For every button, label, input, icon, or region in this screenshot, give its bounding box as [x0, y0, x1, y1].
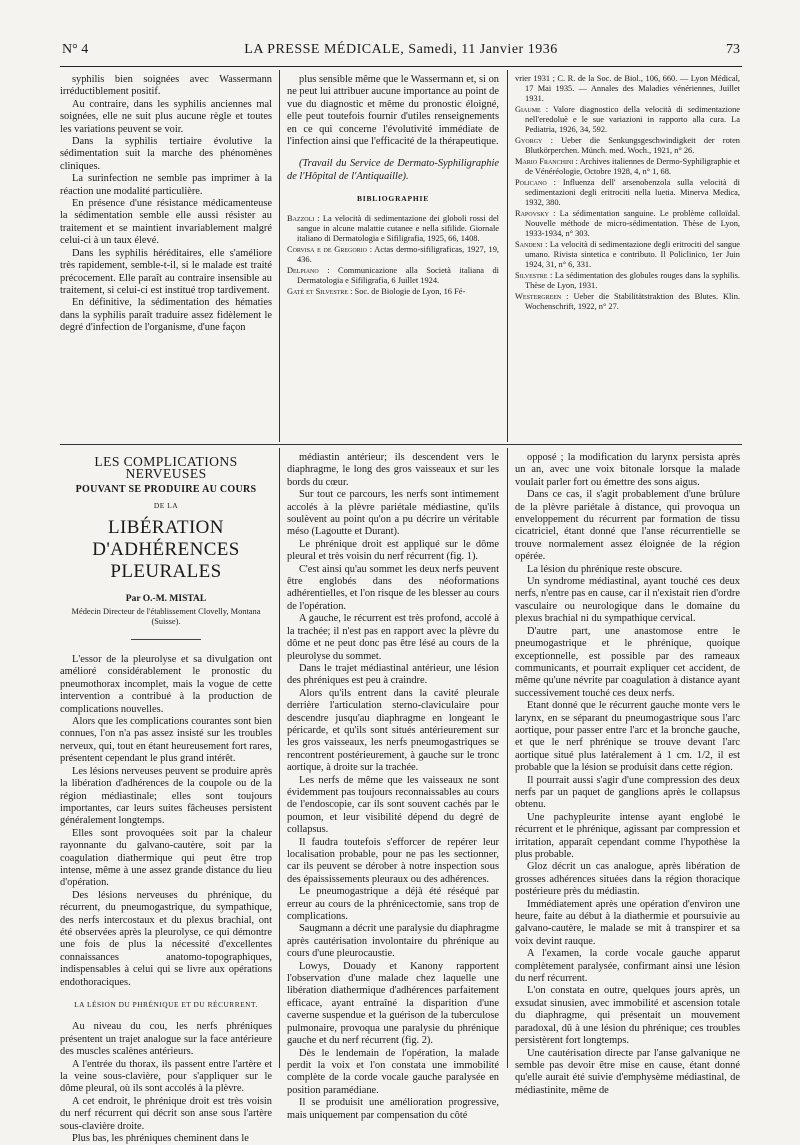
article-title-main: LIBÉRATION D'ADHÉRENCES PLEURALES — [92, 516, 240, 582]
bibliography-author: Delpiano — [287, 265, 319, 275]
journal-title: LA PRESSE MÉDICALE, Samedi, 11 Janvier 1936 — [244, 42, 558, 57]
paragraph: Saugmann a décrit une paralysie du diaphragme après cautérisation involontaire du phrénique au cours d'une pleurocaustie. — [287, 923, 499, 960]
bibliography-text: : Soc. de Biologie de Lyon, 16 Fé- — [348, 286, 466, 296]
bibliography-text: : Influenza dell' arsenobenzola sulla velocità di sedimentazioni degli eritrociti nella luetia. Minerva Medica, 1932, 380. — [525, 178, 740, 207]
paragraph: Des lésions nerveuses du phrénique, du récurrent, du pneumogastrique, du sympathique, des nerfs intercostaux et du plexus brachial, ont été observées après la pleurolyse, ce qui démontre une fois de plus la nécessité d'excellentes connaissances anatomo-topographiques, indispensables à celui qui se livre aux opérations endothoraciques. — [60, 889, 272, 988]
article-column-3 — [515, 452, 740, 1097]
paragraph: A l'examen, la corde vocale gauche apparut complètement paralysée, confirmant ainsi une lésion du nerf récurrent. — [515, 948, 740, 985]
bibliography-author: Gyorgy — [515, 136, 543, 145]
bibliography-text: : La velocità di sedimentazione degli eritrociti del sangue umano. Rivista sintetica e contributo. Il Policlinico, 1er Juin 1924, 31, n° 6, 331. — [525, 240, 740, 269]
bibliography-list — [287, 214, 499, 297]
bibliography-entry — [515, 105, 740, 135]
bibliography-entry — [287, 266, 499, 286]
bibliography-entry — [287, 245, 499, 265]
article-title-line: POUVANT SE PRODUIRE AU COURS — [75, 483, 257, 495]
paragraph: Il faudra toutefois s'efforcer de repérer leur localisation probable, pour ne pas les sectionner, car ils peuvent se dérober à notre inspection sous des épaississements pleuraux ou des adhérences. — [287, 836, 499, 885]
bibliography-text: : Archives italiennes de Dermo-Syphiligraphie et de Vénéréologie, Octobre 1928, 4, n° 1, 68. — [525, 157, 741, 176]
bibliography-entry — [515, 271, 740, 291]
paragraph: Le pneumogastrique a déjà été réséqué par erreur au cours de la phrénicectomie, sans trop de complications. — [287, 886, 499, 923]
paragraph: En définitive, la sédimentation des hématies dans la syphilis paraît traduire assez fidèlement le degré d'infection de l'organisme, d'une façon — [60, 297, 272, 334]
paragraph: Dans le trajet médiastinal antérieur, une lésion des phréniques est peu à craindre. — [287, 662, 499, 687]
paragraph: Etant donné que le récurrent gauche monte vers le larynx, en se séparant du pneumogastrique sous l'arc aortique, pour passer entre l'arc et la bronche gauche, et que le nerf phrénique se trouve devant l'arc aortique situé plus latéralement à 1 cm. 1/2, il est probable que la lésion se produisit dans cette région. — [515, 700, 740, 774]
bibliography-author: Policano — [515, 178, 547, 187]
paragraph: Elles sont provoquées soit par la chaleur rayonnante du galvano-cautère, soit par la coagulation diathermique qui peut être trop intense, même à une assez grande distance du lieu d'opération. — [60, 827, 272, 889]
affiliation: Médecin Directeur de l'établissement Clovelly, Montana (Suisse). — [71, 607, 261, 627]
bibliography-entry — [515, 178, 740, 208]
page-number: 73 — [726, 42, 740, 57]
bibliography-text: : La sédimentation sanguine. Le problème colloïdal. Nouvelle méthode de micro-sédimentation. Thèse de Lyon, 1933-1934, n° 303. — [525, 209, 740, 238]
paragraph: médiastin antérieur; ils descendent vers le diaphragme, le long des gros vaisseaux et sur les bords du cœur. — [287, 452, 499, 488]
bibliography-entry — [515, 209, 740, 239]
bibliography-text: vrier 1931 ; C. R. de la Soc. de Biol., 106, 660. — Lyon Médical, 17 Mai 1935. — Annales des Maladies vénériennes, Juillet 1931. — [515, 74, 740, 103]
bibliography-entry — [287, 287, 499, 297]
article-column-2 — [287, 452, 499, 1122]
bibliography-text: : Valore diagnostico della velocità di sedimentazione nell'eredoluè e le sue variazioni in rapporto alla cura. La Pediatria, 1926, 34, 592. — [525, 105, 740, 134]
header-rule — [60, 66, 742, 67]
bibliography-text: : Ueber die Senkungsgeschwindigkeit der roten Blutkörperchen. Münch. med. Woch., 1921, n° 26. — [525, 136, 740, 155]
bibliography-author: Gaté et Silvestre — [287, 286, 349, 296]
article-column-1 — [60, 452, 272, 1145]
paragraph: La lésion du phrénique reste obscure. — [527, 563, 683, 575]
running-header — [62, 42, 740, 64]
paragraph: Une cautérisation directe par l'anse galvanique ne semble pas devoir être mise en cause, étant donné qu'elle aurait été suivie d'emphysème médiastinal, de médiastinite, même de — [515, 1047, 740, 1096]
paragraph: Plus bas, les phréniques cheminent dans le — [72, 1133, 249, 1145]
paragraph: Les nerfs de même que les vaisseaux ne sont évidemment pas toujours reconnaissables au cours de l'endoscopie, car ils sont souvent cachés par le poumon, et leur visibilité dépend du degré de collapsus. — [287, 774, 499, 836]
top-column-1 — [60, 74, 272, 335]
paragraph: Alors qu'ils entrent dans la cavité pleurale derrière l'articulation sterno-claviculaire pour descendre jusqu'au diaphragme en longeant le péricarde, et qu'ils sont situés antérieurement sur les gros vaisseaux, les nerfs pneumogastriques se rencontrent postérieurement, à gauche sur le tronc aortique, à droite sur la trachée. — [287, 687, 499, 774]
paragraph: Les lésions nerveuses peuvent se produire après la libération d'adhérences de la coupole ou de la région médiastinale; elles sont toujours importantes, car leurs suites fâcheuses persistent généralement longtemps. — [60, 765, 272, 827]
paragraph: Au niveau du cou, les nerfs phréniques présentent un trajet analogue sur la face antérieure des muscles scalènes antérieurs. — [60, 1021, 272, 1058]
bibliography-text: : La velocità di sedimentazione dei globoli rossi del sangue in alcune malattie cutanee e nella sifilide. Giornale italiano di Dermatologia e Sifiligrafia, 1925, 66, 1408. — [297, 213, 499, 243]
title-rule — [131, 639, 201, 640]
bibliography-text: : Ueber die Stabilitätstraktion des Blutes. Klin. Wochenschrift, 1922, n° 27. — [525, 292, 740, 311]
paragraph: Il se produisit une amélioration progressive, mais uniquement par compensation du côté — [287, 1097, 499, 1121]
paragraph: Dans ce cas, il s'agit probablement d'une brûlure de la plèvre pariétale à distance, qui provoqua un enveloppement du récurrent par formation de tissu cicatriciel, étant donné que l'anse récurrentielle se trouve normalement assez éloignée de la région opérée. — [515, 489, 740, 563]
paragraph: Gloz décrit un cas analogue, après libération de grosses adhérences situées dans la région thoracique postérieure près du médiastin. — [515, 861, 740, 898]
paragraph: C'est ainsi qu'au sommet les deux nerfs peuvent être englobés dans des néoformations adhérentielles, et l'on risque de les blesser au cours de l'opération. — [287, 563, 499, 612]
bibliography-text: : La sédimentation des globules rouges dans la syphilis. Thèse de Lyon, 1931. — [525, 271, 740, 290]
paragraph: En présence d'une résistance médicamenteuse la sédimentation semble elle aussi résister au traitement et se maintient invariablement malgré celui-ci à un taux élevé. — [60, 198, 272, 247]
bibliography-author: Bazzoli — [287, 213, 315, 223]
paragraph: Le phrénique droit est appliqué sur le dôme pleural et très voisin du nerf récurrent (fig. 1). — [287, 538, 499, 563]
column-divider — [279, 448, 280, 1068]
article-title-block — [60, 456, 272, 640]
top-column-2 — [287, 74, 499, 298]
paragraph: Dès le lendemain de l'opération, la malade perdit la voix et l'on constata une immobilité complète de la corde vocale gauche paralysée en position paramédiane. — [287, 1047, 499, 1096]
paragraph: plus sensible même que le Wassermann et, si on ne peut lui attribuer aucune importance au point de vue du diagnostic et même du pronostic éloigné, elle peut toutefois fournir d'utiles renseignements en ce qui concerne l'évolutivité immédiate de l'infection ainsi que l'efficacité de la thérapeutique. — [287, 74, 499, 148]
paragraph: Immédiatement après une opération d'environ une heure, faite au début à la diathermie et poursuivie au galvano-cautère, le malade se mit à transpirer et sa voix devint rauque. — [515, 898, 740, 947]
bibliography-author: Giaume — [515, 105, 541, 114]
issue-number: N° 4 — [62, 42, 89, 57]
bibliography-author: Rapovsky — [515, 209, 549, 218]
article-body-1b — [60, 1021, 272, 1145]
credit-line: (Travail du Service de Dermato-Syphiligraphie de l'Hôpital de l'Antiquaille). — [287, 158, 499, 182]
paragraph: opposé ; la modification du larynx persista après un an, avec une voix bitonale lorsque la malade voulait parler fort ou émettre des sons aigus. — [515, 452, 740, 488]
section-rule — [60, 444, 742, 445]
column-divider — [507, 70, 508, 442]
bibliography-author: Corvisa e de Gregorio — [287, 244, 367, 254]
paragraph: Une pachypleurite intense ayant englobé le récurrent et le phrénique, agissant par compression et irritation, apparaît cependant comme l'hypothèse la plus probable. — [515, 811, 740, 860]
paragraph: L'essor de la pleurolyse et sa divulgation ont amélioré considérablement le pronostic du pneumothorax incomplet, mais la vogue de cette intervention a contribué à la production de complications nouvelles. — [60, 654, 272, 715]
article-title-line: DE LA — [153, 501, 179, 511]
bibliography-entry — [515, 292, 740, 312]
bibliography-list-continued — [515, 74, 740, 313]
bibliography-text: : Actas dermo-sifiligraficas, 1927, 19, 436. — [297, 244, 499, 264]
paragraph: A cet endroit, le phrénique droit est très voisin du nerf récurrent qui décrit son anse sous l'artère sous-clavière droite. — [60, 1095, 272, 1132]
paragraph: La surinfection ne semble pas imprimer à la réaction une modalité particulière. — [60, 173, 272, 197]
byline: Par O.-M. MISTAL — [125, 593, 207, 604]
bibliography-title: BIBLIOGRAPHIE — [356, 194, 430, 204]
paragraph: A l'entrée du thorax, ils passent entre l'artère et la veine sous-clavière, pour s'appliquer sur le dôme pleural, où ils sont accolés à la plèvre. — [60, 1058, 272, 1095]
paragraph: Dans les syphilis héréditaires, elle s'améliore très rapidement, semble-t-il, si le malade est traité précocement. Elle paraît au contraire insensible au traitement, si celui-ci est institué trop tardivement. — [60, 247, 272, 296]
bibliography-text: : Communicazione alla Società italiana di Dermatologia e Sifiligrafia, 6 Juillet 1924. — [297, 265, 499, 285]
article-title-line: LES COMPLICATIONS NERVEUSES — [94, 454, 238, 482]
bibliography-entry — [515, 157, 740, 177]
paragraph: Au contraire, dans les syphilis anciennes mal soignées, elle ne suit plus aucune règle et toutes les variations peuvent se voir. — [60, 98, 272, 135]
paragraph: Un syndrome médiastinal, ayant touché ces deux nerfs, n'entre pas en cause, car il n'existait rien d'ordre vasculaire ou neurologique dans le domaine du plexus brachial ni du sympathique cervical. — [515, 576, 740, 625]
bibliography-entry — [515, 240, 740, 270]
paragraph: L'on constata en outre, quelques jours après, un exsudat sinusien, avec immobilité et ascension totale du diaphragme, qui présentait un mouvement paradoxal, dû à une lésion du phrénique; ces troubles persistèrent fort longtemps. — [515, 985, 740, 1047]
section-heading: LA LÉSION DU PHRÉNIQUE ET DU RÉCURRENT. — [74, 1000, 258, 1009]
paragraph: Il pourrait aussi s'agir d'une compression des deux nerfs par un paquet de ganglions après le collapsus obtenu. — [515, 774, 740, 811]
article-body-1 — [60, 654, 272, 989]
paragraph: Lowys, Douady et Kanony rapportent l'observation d'une malade chez laquelle une libération diathermique d'adhérences parfaitement efficace, ayant entraîné la disparition d'une caverne suspendue et la guérison de la tuberculose pulmonaire, provoqua une paralysie du phrénique gauche et du nerf récurrent (fig. 2). — [287, 960, 499, 1047]
bibliography-entry — [515, 74, 740, 104]
bibliography-author: Westergreen — [515, 292, 562, 301]
bibliography-entry — [515, 136, 740, 156]
column-divider — [279, 70, 280, 442]
bibliography-author: Silvestre — [515, 271, 548, 280]
bibliography-entry — [287, 214, 499, 244]
bibliography-author: Sandeni — [515, 240, 543, 249]
paragraph: D'autre part, une anastomose entre le pneumogastrique et le phrénique, quoique exceptionnelle, est possible par des rameaux communicants, et pourrait expliquer cet accident, de même qu'une névrite par coagulation à distance ayant successivement touché ces deux nerfs. — [515, 625, 740, 699]
paragraph: syphilis bien soignées avec Wassermann irréductiblement positif. — [60, 74, 272, 98]
paragraph: Dans la syphilis tertiaire évolutive la sédimentation suit la marche des phénomènes cliniques. — [60, 136, 272, 172]
paragraph: Alors que les complications courantes sont bien connues, l'on n'a pas assez insisté sur les troubles nerveux, qui, tout en étant heureusement fort rares, présentent cependant le plus grand intérêt. — [60, 716, 272, 765]
paragraph: Sur tout ce parcours, les nerfs sont intimement accolés à la plèvre pariétale médiastine, qu'ils soulèvent au point qu'on a pu décrire un véritable méso (Lagoutte et Durant). — [287, 489, 499, 538]
paragraph: A gauche, le récurrent est très profond, accolé à la trachée; il n'est pas en rapport avec la plèvre du dôme et ne peut donc pas être lésé au cours de la pleurolyse du sommet. — [287, 613, 499, 662]
bibliography-author: Mario Franchini — [515, 157, 574, 166]
column-divider — [507, 448, 508, 1068]
